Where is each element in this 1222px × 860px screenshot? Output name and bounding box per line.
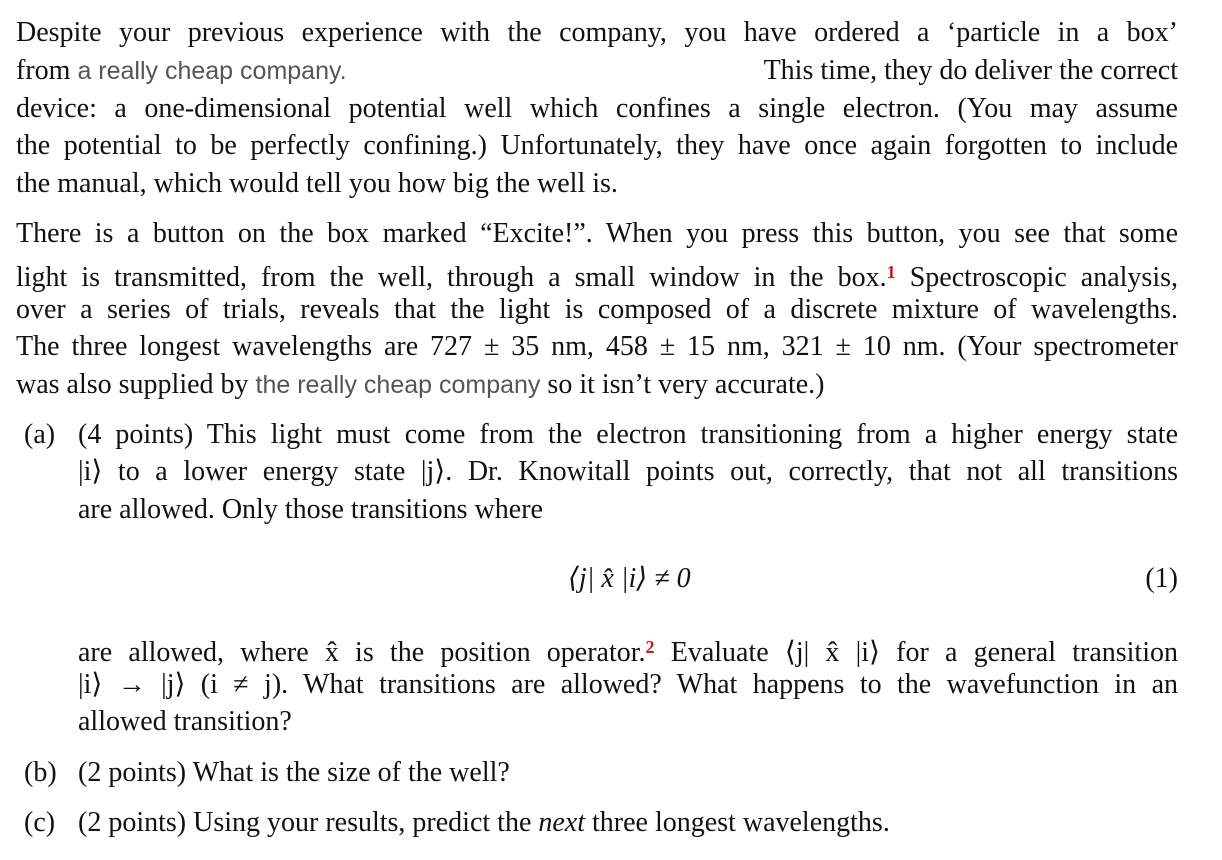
equation-1 xyxy=(16,559,1178,599)
company-name: a really cheap company. xyxy=(77,57,347,85)
text-not-accurate: so it isn’t very accurate.) xyxy=(547,369,825,400)
paragraph-2-line-5 xyxy=(16,366,1178,404)
text-evaluate: Evaluate ⟨j| x̂ |i⟩ for a general transition xyxy=(654,637,1178,668)
text-allowed-where: are allowed, where x̂ is the position operator. xyxy=(78,637,646,668)
part-a-line-2: |i⟩ to a lower energy state |j⟩. Dr. Knowitall points out, correctly, that not all transitions xyxy=(78,456,1178,487)
paragraph-2-line-4: The three longest wavelengths are 727 ± 35 nm, 458 ± 15 nm, 321 ± 10 nm. (Your spectrometer xyxy=(16,331,1178,362)
paragraph-1-line-1: Despite your previous experience with the company, you have ordered a ‘particle in a box’ xyxy=(16,17,1178,48)
part-c-label: (c) xyxy=(24,807,56,838)
paragraph-1-line-3: device: a one-dimensional potential well which confines a single electron. (You may assume xyxy=(16,93,1178,124)
company-name-2: the really cheap company xyxy=(255,371,541,399)
text-also-supplied: was also supplied by xyxy=(16,369,249,400)
text-spectroscopic: Spectroscopic analysis, xyxy=(895,262,1178,293)
paragraph-2-line-3: over a series of trials, reveals that the light is composed of a discrete mixture of wavelengths. xyxy=(16,294,1178,325)
paragraph-1-line-2 xyxy=(16,52,1178,90)
paragraph-2-line-1: There is a button on the box marked “Excite!”. When you press this button, you see that some xyxy=(16,218,1178,249)
paragraph-1-line-4: the potential to be perfectly confining.) Unfortunately, they have once again forgotten to include xyxy=(16,130,1178,161)
footnote-1-marker[interactable]: 1 xyxy=(886,262,896,282)
text-using-results: (2 points) Using your results, predict the xyxy=(78,807,539,838)
paragraph-1-line-5: the manual, which would tell you how big the well is. xyxy=(16,168,618,199)
part-a-line-6: allowed transition? xyxy=(78,706,292,737)
text-from: from xyxy=(16,55,71,86)
part-a-line-3: are allowed. Only those transitions where xyxy=(78,494,543,525)
part-c-text xyxy=(78,804,1178,842)
text-next-emphasis: next xyxy=(538,807,586,838)
part-a-line-1: (4 points) This light must come from the electron transitioning from a higher energy state xyxy=(78,419,1178,450)
footnote-2-marker[interactable]: 2 xyxy=(645,637,655,657)
part-a-label: (a) xyxy=(24,419,56,450)
text-three-longest: three longest wavelengths. xyxy=(585,807,890,838)
paragraph-2-line-2 xyxy=(16,253,1178,291)
text-light-transmitted: light is transmitted, from the well, through a small window in the box. xyxy=(16,262,887,293)
text-this-time: This time, they do deliver the correct xyxy=(763,55,1178,86)
part-b-text: (2 points) What is the size of the well? xyxy=(78,757,510,788)
part-a-line-5: |i⟩ → |j⟩ (i ≠ j). What transitions are allowed? What happens to the wavefunction in an xyxy=(78,669,1178,700)
equation-body: ⟨j| x̂ |i⟩ ≠ 0 xyxy=(568,563,691,594)
part-b-label: (b) xyxy=(24,757,57,788)
equation-number: (1) xyxy=(1145,563,1178,594)
part-a-line-4 xyxy=(78,628,1178,666)
